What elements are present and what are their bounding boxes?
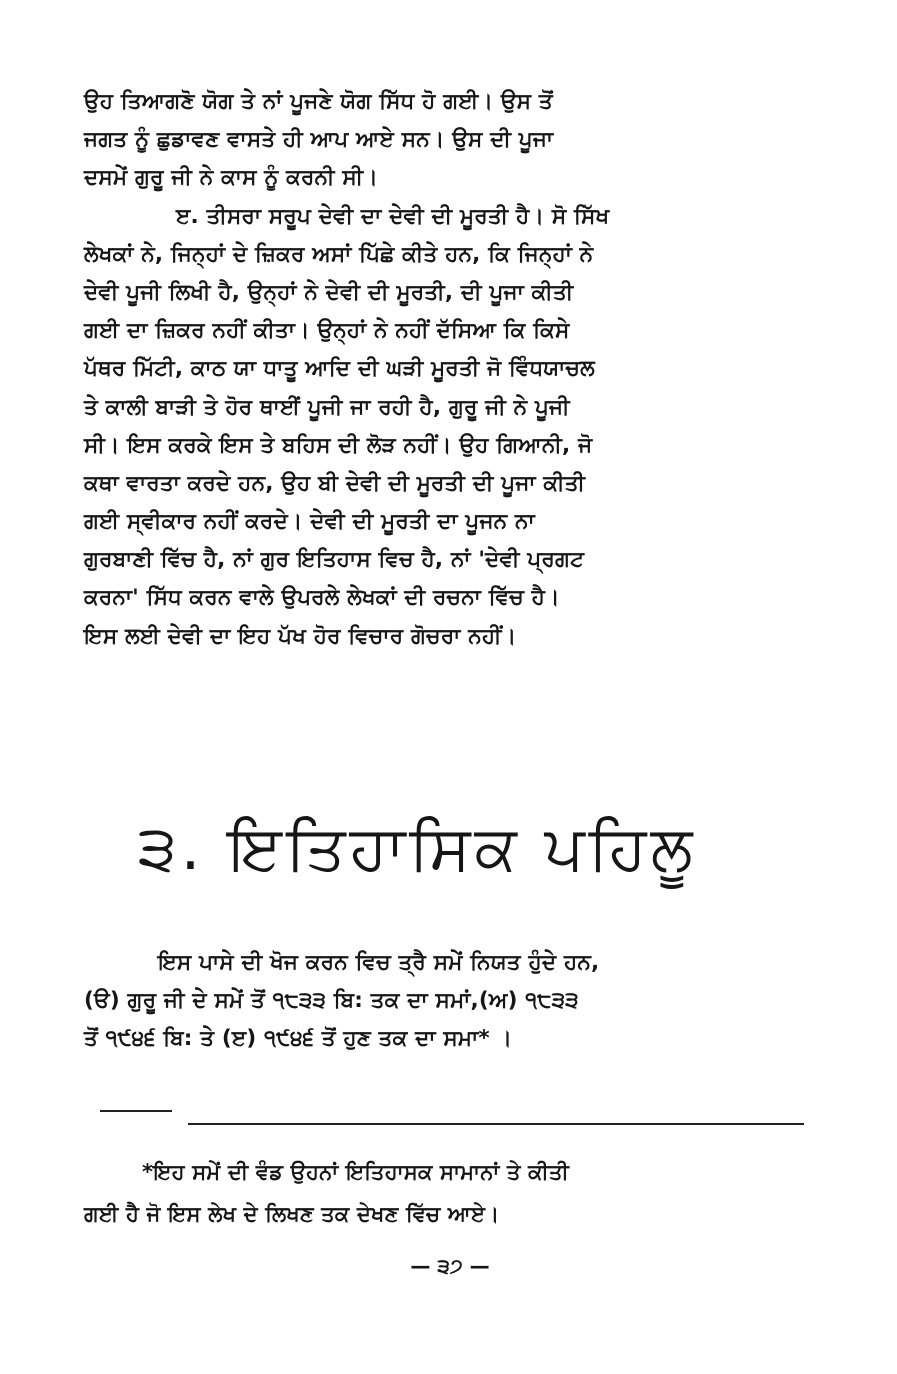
footnote-line: *ਇਹ ਸਮੇਂ ਦੀ ਵੰਡ ਉਹਨਾਂ ਇਤਿਹਾਸਕ ਸਾਮਾਨਾਂ ਤੇ ਕੀਤੀ	[142, 1160, 569, 1184]
footnote-divider-long	[188, 1123, 804, 1125]
footnote-line: ਗਈ ਹੈ ਜੋ ਇਸ ਲੇਖ ਦੇ ਲਿਖਣ ਤਕ ਦੇਖਣ ਵਿੱਚ ਆਏ।	[84, 1202, 500, 1226]
section-line: ਤੋਂ ੧੯੪੬ ਬਿ: ਤੇ (ੲ) ੧੯੪੬ ਤੋਂ ਹੁਣ ਤਕ ਦਾ ਸਮਾ* ।	[84, 1026, 513, 1051]
body-line: ਤੇ ਕਾਲੀ ਬਾੜੀ ਤੇ ਹੋਰ ਥਾਈਂ ਪੂਜੀ ਜਾ ਰਹੀ ਹੈ, ਗੁਰੂ ਜੀ ਨੇ ਪੂਜੀ	[84, 394, 570, 420]
body-line: ਦੇਵੀ ਪੂਜੀ ਲਿਖੀ ਹੈ, ਉਨ੍ਹਾਂ ਨੇ ਦੇਵੀ ਦੀ ਮੂਰਤੀ, ਦੀ ਪੂਜਾ ਕੀਤੀ	[84, 279, 574, 305]
footnote	[84, 1151, 836, 1235]
body-paragraph	[84, 83, 836, 656]
body-line: ਇਸ ਲਈ ਦੇਵੀ ਦਾ ਇਹ ਪੱਖ ਹੋਰ ਵਿਚਾਰ ਗੋਚਰਾ ਨਹੀਂ।	[84, 623, 517, 649]
body-line: ਗਈ ਸ੍ਵੀਕਾਰ ਨਹੀਂ ਕਰਦੇ। ਦੇਵੀ ਦੀ ਮੂਰਤੀ ਦਾ ਪੂਜਨ ਨਾ	[84, 509, 535, 535]
body-line: ਜਗਤ ਨੂੰ ਛੁਡਾਵਣ ਵਾਸਤੇ ਹੀ ਆਪ ਆਏ ਸਨ। ਉਸ ਦੀ ਪੂਜਾ	[84, 127, 554, 153]
body-line: ਕਥਾ ਵਾਰਤਾ ਕਰਦੇ ਹਨ, ਉਹ ਬੀ ਦੇਵੀ ਦੀ ਮੂਰਤੀ ਦੀ ਪੂਜਾ ਕੀਤੀ	[84, 470, 586, 496]
footnote-divider-short	[100, 1110, 172, 1112]
body-line: ਕਰਨਾ' ਸਿੱਧ ਕਰਨ ਵਾਲੇ ਉਪਰਲੇ ਲੇਖਕਾਂ ਦੀ ਰਚਨਾ ਵਿੱਚ ਹੈ।	[84, 585, 560, 611]
section-line: ਇਸ ਪਾਸੇ ਦੀ ਖੋਜ ਕਰਨ ਵਿਚ ਤ੍ਰੈ ਸਮੇਂ ਨਿਯਤ ਹੁੰਦੇ ਹਨ,	[158, 950, 600, 975]
section-paragraph	[84, 944, 836, 1058]
section-line: (ੳ) ਗੁਰੂ ਜੀ ਦੇ ਸਮੇਂ ਤੋਂ ੧੮੩੩ ਬਿ: ਤਕ ਦਾ ਸਮਾਂ,(ਅ) ੧੮੩੩	[84, 988, 579, 1013]
body-line: ਲੇਖਕਾਂ ਨੇ, ਜਿਨ੍ਹਾਂ ਦੇ ਜ਼ਿਕਰ ਅਸਾਂ ਪਿੱਛੇ ਕੀਤੇ ਹਨ, ਕਿ ਜਿਨ੍ਹਾਂ ਨੇ	[84, 241, 594, 267]
body-line: ਗੁਰਬਾਣੀ ਵਿੱਚ ਹੈ, ਨਾਂ ਗੁਰ ਇਤਿਹਾਸ ਵਿਚ ਹੈ, ਨਾਂ 'ਦੇਵੀ ਪ੍ਰਗਟ	[84, 547, 585, 573]
body-line: ਸੀ। ਇਸ ਕਰਕੇ ਇਸ ਤੇ ਬਹਿਸ ਦੀ ਲੋੜ ਨਹੀਂ। ਉਹ ਗਿਆਨੀ, ਜੋ	[84, 432, 593, 458]
body-line: ਦਸਮੇਂ ਗੁਰੂ ਜੀ ਨੇ ਕਾਸ ਨੂੰ ਕਰਨੀ ਸੀ।	[84, 165, 379, 191]
body-line: ਉਹ ਤਿਆਗਣੋ ਯੋਗ ਤੇ ਨਾਂ ਪੂਜਣੇ ਯੋਗ ਸਿੱਧ ਹੋ ਗਈ। ਉਸ ਤੋਂ	[84, 89, 553, 114]
page-number: — ੩੭ —	[410, 1254, 490, 1278]
body-line: ਗਈ ਦਾ ਜ਼ਿਕਰ ਨਹੀਂ ਕੀਤਾ। ਉਨ੍ਹਾਂ ਨੇ ਨਹੀਂ ਦੱਸਿਆ ਕਿ ਕਿਸੇ	[84, 318, 570, 344]
body-line: ੲ. ਤੀਸਰਾ ਸਰੂਪ ਦੇਵੀ ਦਾ ਦੇਵੀ ਦੀ ਮੂਰਤੀ ਹੈ। ਸੋ ਸਿੱਖ	[176, 203, 610, 229]
section-heading: ੩. ਇਤਿਹਾਸਿਕ ਪਹਿਲੂ	[138, 811, 697, 884]
body-line: ਪੱਥਰ ਮਿੱਟੀ, ਕਾਠ ਯਾ ਧਾਤੂ ਆਦਿ ਦੀ ਘੜੀ ਮੂਰਤੀ ਜੋ ਵਿੰਧਯਾਚਲ	[84, 356, 595, 382]
